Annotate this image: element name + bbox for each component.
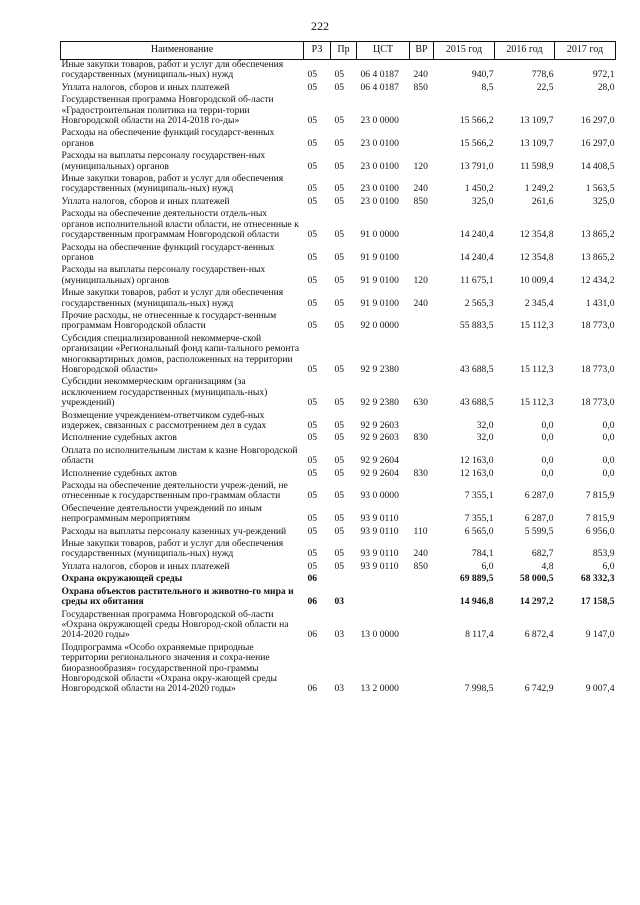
cell-rz: 05 [307, 432, 318, 444]
cell-2017: 1 431,0 [585, 297, 615, 309]
cell-2016: 12 354,8 [519, 251, 554, 263]
cell-pr: 05 [334, 229, 345, 241]
cell-2016: 5 599,5 [524, 525, 554, 537]
cell-rz: 05 [307, 397, 318, 409]
cell-2017: 18 773,0 [580, 397, 615, 409]
cell-cst [357, 587, 410, 610]
cell-pr: 05 [334, 251, 345, 263]
cell-vr [410, 643, 434, 697]
cell-cst: 06 4 0187 [360, 69, 399, 81]
cell-name: Уплата налогов, сборов и иных платежей [61, 560, 230, 572]
cell-name: Расходы на выплаты персоналу государствен-ных (муниципальных) органов [61, 264, 266, 286]
cell-2015: 15 566,2 [459, 137, 494, 149]
cell-2016: 22,5 [536, 81, 554, 93]
cell-pr: 05 [334, 137, 345, 149]
cell-name: Подпрограмма «Особо охраняемые природные территории регионального значения и сохра-нение биоразнообразия» государственной про-граммы Новгородской области «Охрана окру-жающей среды Новгородской области на 2014-2020 годы» [61, 641, 277, 695]
cell-name: Субсидия специализированной некоммерче-ской организации «Региональный фонд капи-тального ремонта многоквартирных домов, расположенных на территории Новгородской области» [61, 332, 300, 375]
cell-2016: 1 249,2 [524, 183, 554, 195]
cell-2016: 58 000,5 [519, 573, 554, 585]
cell-2016: 0,0 [541, 432, 554, 444]
cell-rz: 05 [307, 420, 318, 431]
cell-vr [410, 311, 434, 334]
cell-2017: 1 563,5 [585, 183, 615, 195]
cell-vr: 830 [413, 467, 428, 479]
cell-cst [357, 574, 410, 586]
table-row [61, 334, 616, 378]
cell-name: Расходы на обеспечение деятельности учреж-дений, не отнесенные к государственным про-граммам области [61, 480, 288, 502]
cell-rz: 06 [307, 629, 318, 641]
cell-2016: 261,6 [531, 195, 554, 207]
cell-pr: 05 [334, 432, 345, 444]
cell-2017: 0,0 [602, 467, 615, 479]
cell-rz: 05 [307, 560, 318, 572]
cell-cst: 06 4 0187 [360, 81, 399, 93]
cell-vr: 630 [413, 397, 428, 409]
cell-pr: 05 [334, 513, 345, 525]
cell-name: Исполнение судебных актов [61, 467, 177, 479]
cell-2017: 7 815,9 [585, 490, 615, 502]
cell-2015: 940,7 [471, 69, 494, 81]
cell-2015: 14 240,4 [459, 229, 494, 241]
cell-2017: 6,0 [602, 560, 615, 572]
cell-rz: 05 [307, 274, 318, 286]
table-row [61, 377, 616, 410]
cell-rz: 06 [307, 683, 318, 695]
cell-2015: 8 117,4 [465, 629, 494, 641]
table-row [61, 574, 616, 586]
header-vr: ВР [410, 42, 434, 60]
cell-pr [331, 574, 357, 586]
cell-name: Оплата по исполнительным листам к казне Новгородской области [61, 444, 298, 467]
cell-vr: 850 [413, 195, 428, 207]
cell-cst: 93 9 0110 [360, 560, 399, 572]
table-row [61, 311, 616, 334]
cell-name: Иные закупки товаров, работ и услуг для обеспечения государственных (муниципаль-ных) нужд [61, 59, 284, 81]
cell-2015: 14 946,8 [459, 596, 494, 608]
cell-vr: 830 [413, 432, 428, 444]
cell-cst: 92 9 2380 [360, 397, 399, 409]
cell-2017: 7 815,9 [585, 513, 615, 525]
cell-vr [410, 587, 434, 610]
cell-cst: 91 9 0100 [360, 274, 399, 286]
cell-pr: 05 [334, 467, 345, 479]
cell-2016: 13 109,7 [519, 137, 554, 149]
cell-rz: 05 [307, 195, 318, 207]
cell-cst: 92 9 2380 [360, 363, 399, 375]
table-row [61, 243, 616, 266]
cell-2015: 6 565,0 [464, 525, 494, 537]
cell-2017: 68 332,3 [580, 573, 615, 585]
cell-rz: 05 [307, 160, 318, 172]
table-row [61, 411, 616, 434]
table-row [61, 481, 616, 504]
cell-rz: 05 [307, 490, 318, 502]
cell-rz: 05 [307, 115, 318, 127]
cell-name: Уплата налогов, сборов и иных платежей [61, 195, 230, 207]
cell-2015: 12 163,0 [459, 455, 494, 467]
cell-2017: 9 147,0 [585, 629, 615, 641]
cell-name: Расходы на обеспечение функций государст-венных органов [61, 241, 275, 263]
cell-pr: 05 [334, 490, 345, 502]
cell-pr: 05 [334, 455, 345, 467]
cell-pr: 05 [334, 297, 345, 309]
cell-2016: 4,8 [541, 560, 554, 572]
cell-vr [410, 95, 434, 128]
cell-vr [410, 411, 434, 434]
page-number: 222 [311, 19, 329, 33]
cell-vr: 850 [413, 81, 428, 93]
cell-vr [410, 128, 434, 151]
cell-2017: 16 297,0 [580, 137, 615, 149]
cell-name: Расходы на обеспечение функций государст-венных органов [61, 127, 275, 149]
cell-2016: 11 598,9 [520, 160, 554, 172]
cell-2017: 13 865,2 [580, 229, 615, 241]
cell-2015: 32,0 [476, 432, 494, 444]
cell-rz: 05 [307, 251, 318, 263]
cell-rz: 05 [307, 525, 318, 537]
cell-2017: 17 158,5 [580, 596, 615, 608]
cell-vr [410, 243, 434, 266]
cell-name: Уплата налогов, сборов и иных платежей [61, 81, 230, 93]
cell-pr: 05 [334, 115, 345, 127]
cell-2015: 8,5 [481, 81, 494, 93]
cell-2016: 6 872,4 [524, 629, 554, 641]
cell-cst: 93 9 0110 [360, 548, 399, 560]
table-row [61, 504, 616, 527]
cell-2016: 0,0 [541, 420, 554, 431]
table-body [61, 60, 616, 697]
cell-name: Расходы на выплаты персоналу казенных уч-реждений [61, 525, 287, 537]
cell-vr: 240 [413, 548, 428, 560]
cell-pr: 05 [334, 397, 345, 409]
cell-cst: 23 0 0100 [360, 183, 399, 195]
cell-2016: 6 287,0 [524, 513, 554, 525]
header-2017: 2017 год [555, 42, 616, 60]
table-row [61, 265, 616, 288]
cell-2015: 6,0 [481, 560, 494, 572]
table-row [61, 128, 616, 151]
cell-cst: 92 9 2603 [360, 420, 399, 431]
cell-2017: 325,0 [592, 195, 615, 207]
cell-name: Расходы на выплаты персоналу государствен-ных (муниципальных) органов [61, 150, 266, 172]
cell-2015: 14 240,4 [459, 251, 494, 263]
cell-cst: 13 0 0000 [360, 629, 399, 641]
cell-2016: 6 287,0 [524, 490, 554, 502]
cell-pr: 05 [334, 363, 345, 375]
cell-cst: 91 9 0100 [360, 297, 399, 309]
cell-2015: 32,0 [476, 420, 494, 431]
cell-cst: 91 0 0000 [360, 229, 399, 241]
cell-pr: 05 [334, 69, 345, 81]
cell-name: Иные закупки товаров, работ и услуг для обеспечения государственных (муниципаль-ных) нужд [61, 538, 284, 560]
cell-rz: 05 [307, 137, 318, 149]
cell-2017: 18 773,0 [580, 320, 615, 332]
table-row [61, 95, 616, 128]
cell-2016: 14 297,2 [519, 596, 554, 608]
cell-2016: 6 742,9 [524, 683, 554, 695]
cell-vr: 120 [413, 274, 428, 286]
cell-name: Охрана окружающей среды [61, 573, 183, 585]
cell-2015: 7 355,1 [464, 490, 494, 502]
cell-2016: 682,7 [531, 548, 554, 560]
cell-2016: 13 109,7 [519, 115, 554, 127]
cell-2017: 14 408,5 [580, 160, 615, 172]
cell-cst: 13 2 0000 [360, 683, 399, 695]
cell-name: Иные закупки товаров, работ и услуг для обеспечения государственных (муниципаль-ных) нужд [61, 173, 284, 195]
cell-cst: 92 9 2604 [360, 455, 399, 467]
cell-rz: 05 [307, 455, 318, 467]
cell-rz: 05 [307, 320, 318, 332]
cell-2015: 2 565,3 [464, 297, 494, 309]
cell-2017: 0,0 [602, 455, 615, 467]
cell-rz: 05 [307, 297, 318, 309]
table-row [61, 288, 616, 311]
cell-2015: 12 163,0 [459, 467, 494, 479]
cell-pr: 03 [334, 683, 345, 695]
cell-rz: 06 [307, 596, 318, 608]
cell-2015: 15 566,2 [459, 115, 494, 127]
cell-2017: 853,9 [592, 548, 615, 560]
cell-cst: 92 0 0000 [360, 320, 399, 332]
cell-name: Прочие расходы, не отнесенные к государст-венным программам Новгородской области [61, 309, 277, 332]
cell-cst: 93 9 0110 [360, 513, 399, 525]
cell-vr: 850 [413, 560, 428, 572]
cell-pr: 05 [334, 560, 345, 572]
cell-name: Государственная программа Новгородской об-ласти «Градостроительная политика на терри-тории Новгородской области на 2014-2018 го-ды» [61, 94, 274, 127]
table-header [61, 42, 616, 60]
cell-pr: 05 [334, 548, 345, 560]
cell-2015: 13 791,0 [459, 160, 494, 172]
cell-2017: 972,1 [592, 69, 615, 81]
cell-name: Обеспечение деятельности учреждений по иным непрограммным мероприятиям [61, 502, 262, 525]
header-cst: ЦСТ [357, 42, 410, 60]
cell-2017: 18 773,0 [580, 363, 615, 375]
cell-vr [410, 209, 434, 242]
cell-name: Исполнение судебных актов [61, 432, 177, 444]
cell-name: Иные закупки товаров, работ и услуг для обеспечения государственных (муниципаль-ных) нужд [61, 287, 284, 309]
cell-cst: 92 9 2603 [360, 432, 399, 444]
table-row [61, 433, 616, 445]
cell-2015: 784,1 [471, 548, 494, 560]
cell-vr: 240 [413, 183, 428, 195]
cell-2017: 6 956,0 [585, 525, 615, 537]
table-row [61, 151, 616, 174]
cell-cst: 91 9 0100 [360, 251, 399, 263]
cell-rz: 05 [307, 548, 318, 560]
cell-2016: 15 112,3 [520, 397, 554, 409]
cell-pr: 05 [334, 525, 345, 537]
cell-name: Охрана объектов растительного и животно-го мира и среды их обитания [61, 585, 294, 608]
cell-rz: 05 [307, 229, 318, 241]
cell-cst: 93 0 0000 [360, 490, 399, 502]
header-name: Наименование [61, 42, 304, 60]
cell-2016: 778,6 [531, 69, 554, 81]
cell-2017: 0,0 [602, 432, 615, 444]
cell-vr [410, 610, 434, 643]
cell-2015: 43 688,5 [459, 363, 494, 375]
cell-cst: 93 9 0110 [360, 525, 399, 537]
cell-rz: 05 [307, 513, 318, 525]
cell-2016: 0,0 [541, 467, 554, 479]
cell-2015: 1 450,2 [464, 183, 494, 195]
cell-cst: 23 0 0100 [360, 160, 399, 172]
cell-pr: 05 [334, 274, 345, 286]
cell-cst: 92 9 2604 [360, 467, 399, 479]
table-row [61, 610, 616, 643]
cell-2017: 16 297,0 [580, 115, 615, 127]
cell-2017: 12 434,2 [580, 274, 615, 286]
cell-cst: 23 0 0000 [360, 115, 399, 127]
cell-cst: 23 0 0100 [360, 137, 399, 149]
cell-2015: 55 883,5 [459, 320, 494, 332]
cell-2015: 43 688,5 [459, 397, 494, 409]
table-row [61, 60, 616, 83]
cell-rz: 05 [307, 183, 318, 195]
cell-2016: 10 009,4 [519, 274, 554, 286]
table-row [61, 446, 616, 469]
cell-pr: 05 [334, 420, 345, 431]
cell-2017: 28,0 [597, 81, 615, 93]
cell-name: Государственная программа Новгородской об-ласти «Охрана окружающей среды Новгород-ской области на 2014-2020 годы» [61, 608, 289, 641]
cell-pr: 05 [334, 320, 345, 332]
header-2016: 2016 год [495, 42, 555, 60]
cell-2015: 11 675,1 [460, 274, 494, 286]
cell-2015: 325,0 [471, 195, 494, 207]
cell-pr: 05 [334, 81, 345, 93]
cell-pr: 03 [334, 629, 345, 641]
table-row [61, 643, 616, 697]
cell-vr [410, 574, 434, 586]
table-row [61, 174, 616, 197]
cell-2016: 15 112,3 [520, 363, 554, 375]
table-row [61, 539, 616, 562]
cell-name: Возмещение учреждением-ответчиком судеб-ных издержек, связанных с рассмотрением дел в судах [61, 409, 267, 431]
cell-vr [410, 504, 434, 527]
cell-2015: 69 889,5 [459, 573, 494, 585]
cell-vr: 240 [413, 297, 428, 309]
cell-2015: 7 998,5 [464, 683, 494, 695]
cell-2016: 15 112,3 [520, 320, 554, 332]
cell-vr: 120 [413, 160, 428, 172]
cell-cst: 23 0 0100 [360, 195, 399, 207]
cell-2017: 13 865,2 [580, 251, 615, 263]
cell-2017: 9 007,4 [585, 683, 615, 695]
cell-2015: 7 355,1 [464, 513, 494, 525]
header-pr: Пр [331, 42, 357, 60]
cell-vr [410, 334, 434, 378]
cell-vr: 240 [413, 69, 428, 81]
cell-vr [410, 446, 434, 469]
cell-pr: 05 [334, 195, 345, 207]
table-row [61, 209, 616, 242]
cell-pr: 05 [334, 183, 345, 195]
cell-rz: 05 [307, 467, 318, 479]
cell-rz: 06 [307, 573, 318, 585]
budget-table [60, 41, 616, 697]
header-2015: 2015 год [434, 42, 495, 60]
table-row [61, 587, 616, 610]
cell-vr [410, 481, 434, 504]
cell-rz: 05 [307, 69, 318, 81]
cell-2017: 0,0 [602, 420, 615, 431]
cell-name: Расходы на обеспечение деятельности отдель-ных органов исполнительной власти области, не отнесенные к государственным программам Новгородской области [61, 208, 299, 241]
cell-rz: 05 [307, 363, 318, 375]
cell-2016: 2 345,4 [524, 297, 554, 309]
cell-name: Субсидии некоммерческим организациям (за исключением государственных (муниципаль-ных) учреждений) [61, 376, 268, 409]
cell-2016: 12 354,8 [519, 229, 554, 241]
cell-pr: 05 [334, 160, 345, 172]
header-rz: РЗ [304, 42, 331, 60]
cell-pr: 03 [334, 596, 345, 608]
cell-rz: 05 [307, 81, 318, 93]
cell-vr: 110 [413, 525, 428, 537]
cell-2016: 0,0 [541, 455, 554, 467]
